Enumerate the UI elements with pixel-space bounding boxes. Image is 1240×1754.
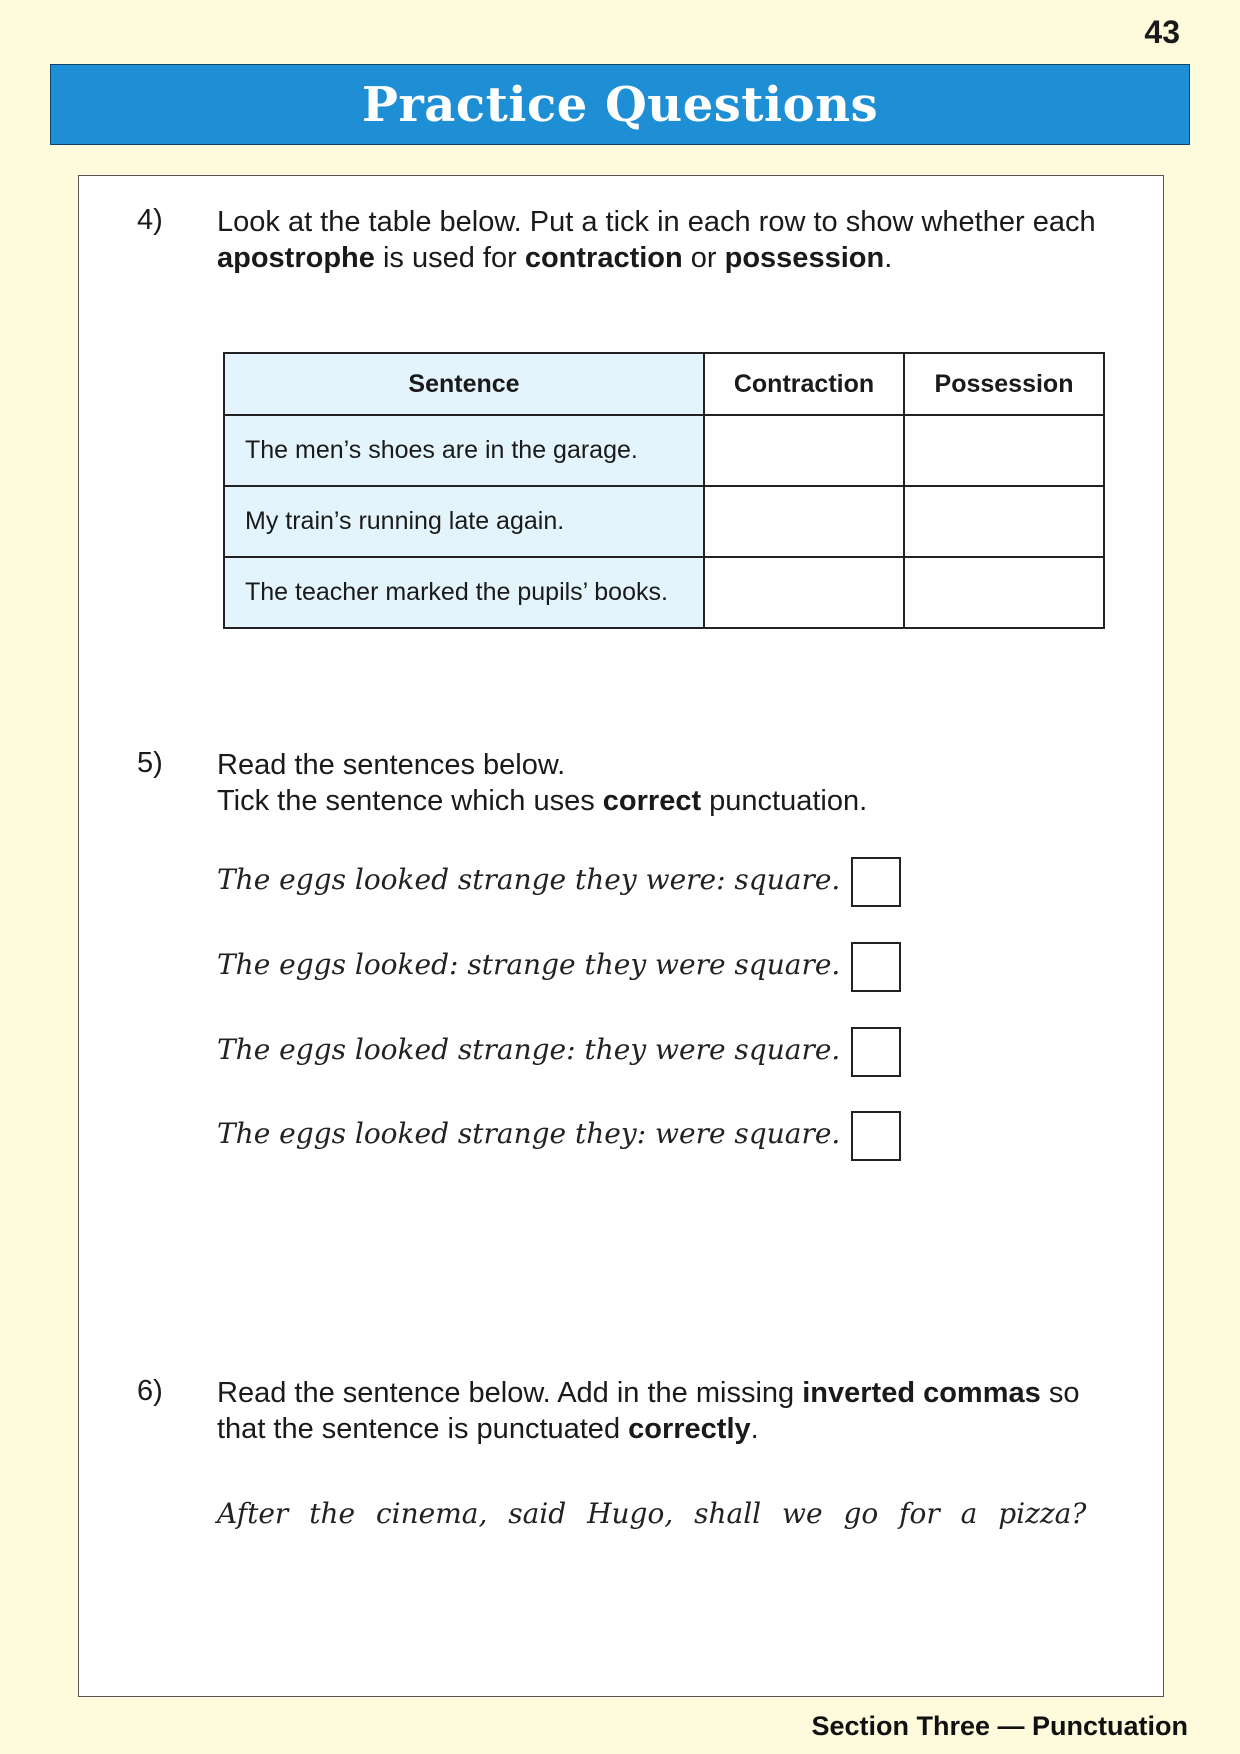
option-sentence: The eggs looked: strange they were square. [217, 948, 841, 981]
bold-term: correctly [628, 1413, 751, 1445]
option-row [217, 1111, 917, 1165]
possession-tick-cell[interactable] [904, 557, 1104, 628]
contraction-tick-cell[interactable] [704, 415, 904, 486]
text-segment: punctuation. [701, 785, 868, 817]
bold-term: correct [602, 785, 702, 817]
question-number: 6) [137, 1375, 163, 1407]
bold-term: contraction [524, 242, 683, 274]
contraction-tick-cell[interactable] [704, 557, 904, 628]
question-number: 5) [137, 747, 163, 779]
text-segment: so that the sentence is punctuated [217, 1377, 1080, 1445]
page-title: Practice Questions [361, 76, 879, 133]
apostrophe-table [223, 352, 1105, 629]
sentence-cell: The men’s shoes are in the garage. [224, 415, 704, 486]
page-number: 43 [1144, 14, 1180, 50]
text-segment: Tick the sentence which uses [217, 785, 603, 817]
bold-term: possession [724, 242, 885, 274]
text-segment: . [750, 1413, 759, 1445]
bold-term: inverted commas [802, 1377, 1041, 1409]
header-possession: Possession [904, 353, 1104, 415]
question-text [217, 1375, 1117, 1447]
text-segment: or [682, 242, 725, 274]
contraction-tick-cell[interactable] [704, 486, 904, 557]
option-row [217, 857, 917, 911]
tick-box[interactable] [851, 942, 901, 992]
bold-term: apostrophe [217, 242, 375, 274]
option-sentence: The eggs looked strange they: were square. [217, 1117, 841, 1150]
table-row [224, 557, 1104, 628]
question-text [217, 204, 1117, 276]
title-banner [50, 64, 1190, 145]
option-row [217, 942, 917, 996]
text-segment: Read the sentence below. Add in the missing [217, 1377, 803, 1409]
possession-tick-cell[interactable] [904, 415, 1104, 486]
sentence-cell: The teacher marked the pupils’ books. [224, 557, 704, 628]
header-sentence: Sentence [224, 353, 704, 415]
table-header-row [224, 353, 1104, 415]
option-sentence: The eggs looked strange: they were square. [217, 1033, 841, 1066]
questions-panel [78, 175, 1164, 1697]
possession-tick-cell[interactable] [904, 486, 1104, 557]
instruction-line: Read the sentences below. [217, 749, 566, 781]
tick-box[interactable] [851, 857, 901, 907]
tick-box[interactable] [851, 1027, 901, 1077]
table-row [224, 415, 1104, 486]
section-footer: Section Three — Punctuation [811, 1711, 1188, 1741]
header-contraction: Contraction [704, 353, 904, 415]
text-segment: Look at the table below. Put a tick in each row to show whether each [217, 206, 1096, 238]
option-row [217, 1027, 917, 1081]
text-segment: is used for [374, 242, 525, 274]
question-number: 4) [137, 204, 163, 236]
tick-box[interactable] [851, 1111, 901, 1161]
question-text [217, 747, 1117, 819]
instruction-line [217, 783, 1117, 819]
table-row [224, 486, 1104, 557]
sentence-to-punctuate[interactable]: After the cinema, said Hugo, shall we go for a pizza? [217, 1497, 1087, 1530]
option-sentence: The eggs looked strange they were: square. [217, 863, 841, 896]
text-segment: . [884, 242, 893, 274]
sentence-cell: My train’s running late again. [224, 486, 704, 557]
